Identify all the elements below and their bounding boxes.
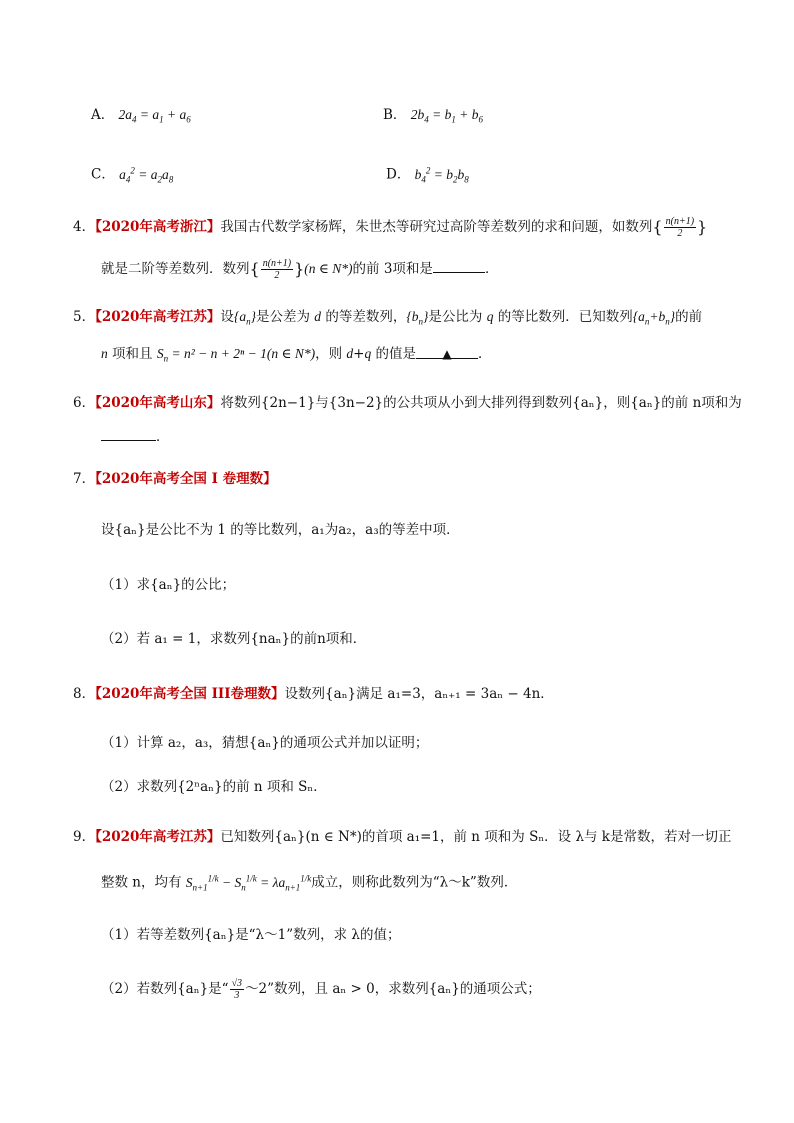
q6-line2: ． — [101, 426, 170, 447]
option-b-label: B． — [383, 107, 407, 123]
q8-number: 8． — [73, 686, 96, 702]
q4-text1: 我国古代数学家杨辉，朱世杰等研究过高阶等差数列的求和问题，如数列 — [220, 219, 653, 235]
q5-line2: n 项和且 $S_n = n^2 - n + 2^n - 1(n$ ∈ N*)，则 d+q 的值是 ▲ ． — [101, 346, 492, 364]
option-d — [386, 160, 469, 189]
q4-fraction: $\frac{n(n+1)}{2}$ — [665, 216, 695, 239]
q4-condition: (n ∈ N*) — [304, 261, 353, 276]
q5-bn: $\{b_n\}$ — [406, 309, 429, 327]
q7-stem: 设{aₙ}是公比不为 1 的等比数列，a₁为a₂，a₃的等差中项． — [101, 522, 460, 538]
q7-part1: （1）求{aₙ}的公比； — [101, 577, 236, 593]
q9-fraction: $\frac{√3}{3}$ — [231, 978, 243, 1001]
option-b-formula: $2b_4 = b_1 + b_6$ — [410, 107, 483, 125]
q7-tag: 【2020年高考全国 I 卷理数】 — [95, 471, 277, 487]
q8-stem: 设数列{aₙ}满足 a₁=3，aₙ₊₁ = 3aₙ − 4n． — [284, 686, 554, 702]
q9-number: 9． — [73, 829, 96, 845]
option-a — [91, 105, 191, 130]
q9-tag: 【2020年高考江苏】 — [95, 829, 221, 845]
option-a-formula: $2a_4 = a_1 + a_6$ — [118, 107, 191, 125]
q7-part2: （2）若 a₁ = 1，求数列{naₙ}的前n项和． — [101, 631, 367, 647]
q5-an: $\{a_n\}$ — [233, 309, 256, 327]
q4-line1 — [73, 216, 707, 239]
option-d-formula: $b_4^2 = b_2b_8$ — [414, 165, 469, 185]
option-b — [383, 105, 483, 130]
q5-sum-seq: $\{a_n+b_n\}$ — [632, 309, 676, 327]
option-c — [91, 160, 173, 189]
q8-line1 — [73, 684, 554, 704]
q8-part1: （1）计算 a₂，a₃，猜想{aₙ}的通项公式并加以证明； — [101, 735, 429, 751]
q5-triangle-marker: ▲ — [442, 347, 452, 361]
q6-text: 将数列{2n−1}与{3n−2}的公共项从小到大排列得到数列{aₙ}，则{aₙ}的前 n项和为 — [220, 395, 742, 411]
q8-part2: （2）求数列{2ⁿaₙ}的前 n 项和 Sₙ． — [101, 779, 327, 795]
q4-line2: 就是二阶等差数列．数列{ $\frac{n(n+1)}{2}$ }(n ∈ N*)的前 3项和是 ． — [101, 258, 499, 281]
q5-tag: 【2020年高考江苏】 — [95, 309, 221, 325]
option-d-label: D． — [386, 166, 411, 183]
q4-fraction-2: $\frac{n(n+1)}{2}$ — [262, 258, 292, 281]
q9-line2: 整数 n，均有 $S_{n+1}^{1/k} - S_n^{1/k} = \lambda a_{n+1}^{1/k}$成立，则称此数列为“λ～k”数列． — [101, 873, 518, 893]
q6-answer-blank[interactable] — [101, 426, 156, 441]
q4-answer-blank[interactable] — [433, 258, 485, 273]
option-c-label: C． — [91, 166, 115, 183]
q5-line1: 5．【2020年高考江苏】设$\{a_n\}$是公差为 d 的等差数列，$\{b_n\}$是公比为 q 的等比数列．已知数列$\{a_n+b_n\}$的前 — [73, 309, 703, 327]
q5-answer-blank[interactable] — [416, 344, 478, 359]
q4-brace-close: } — [697, 217, 708, 237]
option-c-formula: $a_4^2 = a_2a_8$ — [119, 165, 174, 185]
q4-brace-open: { — [652, 217, 663, 237]
q9-text1: 已知数列{aₙ}(n ∈ N*)的首项 a₁=1，前 n 项和为 Sₙ．设 λ与 k是常数，若对一切正 — [220, 829, 732, 845]
q6-number: 6． — [73, 395, 96, 411]
q4-number: 4． — [73, 219, 96, 235]
q8-tag: 【2020年高考全国 III卷理数】 — [95, 686, 285, 702]
q9-part2: （2）若数列{aₙ}是“ $\frac{√3}{3}$ ～2”数列，且 aₙ > 0，求数列{aₙ}的通项公式； — [101, 978, 541, 1001]
q4-tag: 【2020年高考浙江】 — [95, 219, 221, 235]
q4-text2: 就是二阶等差数列．数列 — [101, 261, 250, 277]
q6-tag: 【2020年高考山东】 — [95, 395, 221, 411]
q7-number: 7． — [73, 471, 96, 487]
q9-part1: （1）若等差数列{aₙ}是“λ～1”数列，求 λ的值； — [101, 927, 401, 943]
q4-text3: 的前 3项和是 — [352, 261, 433, 277]
q5-number: 5． — [73, 309, 96, 325]
q9-line1 — [73, 827, 731, 847]
option-a-label: A． — [91, 107, 115, 123]
q5-formula: $S_n = n^2 - n + 2^n - 1(n$ ∈ N*) — [156, 346, 316, 364]
q6-line1 — [73, 393, 742, 413]
q7-header — [73, 469, 277, 489]
q9-condition-formula: $S_{n+1}^{1/k} - S_n^{1/k} = \lambda a_{n+1}^{1/k}$ — [185, 873, 312, 893]
